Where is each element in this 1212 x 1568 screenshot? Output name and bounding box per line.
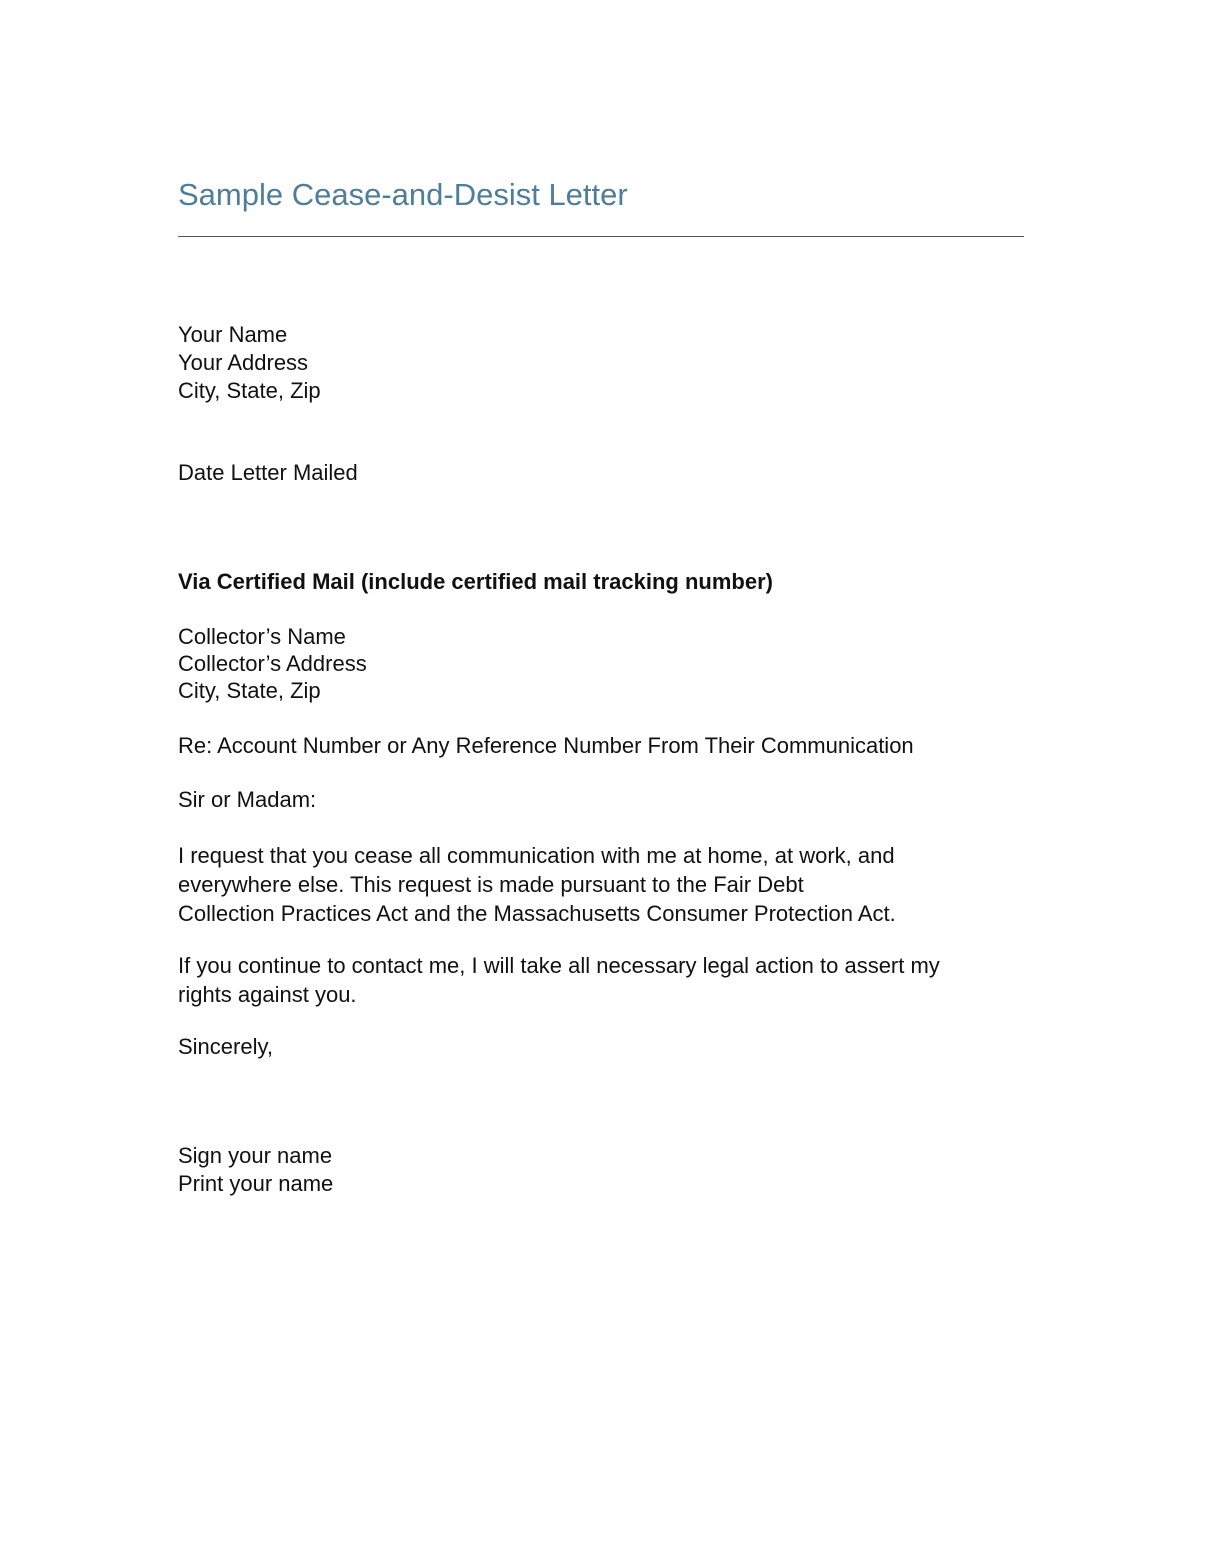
recipient-address: Collector’s Address <box>178 651 367 676</box>
delivery-method: Via Certified Mail (include certified mail tracking number) <box>178 569 773 594</box>
salutation: Sir or Madam: <box>178 787 317 812</box>
signature-print-line: Print your name <box>178 1171 334 1196</box>
paragraph-2-line-2: rights against you. <box>178 982 357 1007</box>
paragraph-1-line-1: I request that you cease all communication with me at home, at work, and <box>178 843 895 868</box>
paragraph-2-line-1: If you continue to contact me, I will take all necessary legal action to assert my <box>178 953 940 978</box>
title-divider <box>178 236 1024 237</box>
sender-name: Your Name <box>178 322 288 347</box>
signature-sign-line: Sign your name <box>178 1143 333 1168</box>
sender-address: Your Address <box>178 350 309 375</box>
paragraph-1-line-2: everywhere else. This request is made pursuant to the Fair Debt <box>178 872 804 897</box>
body-paragraph-2 <box>178 951 940 1009</box>
recipient-name: Collector’s Name <box>178 624 346 649</box>
reference-line: Re: Account Number or Any Reference Number From Their Communication <box>178 733 914 758</box>
body-paragraph-1 <box>178 841 896 928</box>
closing: Sincerely, <box>178 1034 273 1059</box>
paragraph-1-line-3: Collection Practices Act and the Massachusetts Consumer Protection Act. <box>178 901 896 926</box>
document-title: Sample Cease-and-Desist Letter <box>178 177 628 212</box>
recipient-city-state-zip: City, State, Zip <box>178 678 321 703</box>
sender-city-state-zip: City, State, Zip <box>178 378 321 403</box>
letter-date: Date Letter Mailed <box>178 460 358 485</box>
